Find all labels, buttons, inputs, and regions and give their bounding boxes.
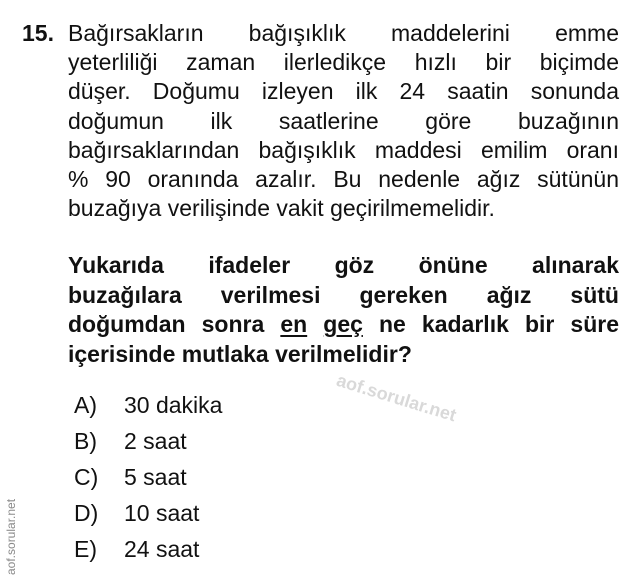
prompt-line: Yukarıda ifadeler göz önüne alınarak <box>68 252 619 278</box>
option-b[interactable] <box>74 423 222 459</box>
option-c[interactable] <box>74 459 222 495</box>
option-letter: B) <box>74 427 97 454</box>
option-letter: E) <box>74 535 97 562</box>
option-a[interactable] <box>74 387 222 423</box>
prompt-text: ne kadarlık bir süre <box>362 311 620 337</box>
prompt-text <box>307 311 323 337</box>
option-text: 5 saat <box>124 463 187 490</box>
prompt-line: içerisinde mutlaka verilmelidir? <box>68 340 412 367</box>
option-d[interactable] <box>74 495 222 531</box>
stem-line: bağırsaklarından bağışıklık maddesi emilim oranı <box>68 136 619 163</box>
question-prompt <box>68 251 619 369</box>
option-text: 24 saat <box>124 535 200 562</box>
stem-line: Bağırsakların bağışıklık maddelerini emme <box>68 20 619 46</box>
option-text: 2 saat <box>124 427 187 454</box>
stem-line: düşer. Doğumu izleyen ilk 24 saatin sonunda <box>68 78 619 105</box>
question-stem <box>68 19 619 223</box>
prompt-line: buzağılara verilmesi gereken ağız sütü <box>68 281 619 308</box>
stem-line: % 90 oranında azalır. Bu nedenle ağız sütünün <box>68 166 619 193</box>
stem-line: yeterliliği zaman ilerledikçe hızlı bir biçimde <box>68 49 619 76</box>
option-e[interactable] <box>74 531 222 567</box>
prompt-line <box>68 310 619 340</box>
emphasis-underline: geç <box>323 311 363 337</box>
side-watermark: aof.sorular.net <box>4 498 18 575</box>
watermark: aof.sorular.net <box>334 370 459 426</box>
option-text: 10 saat <box>124 499 200 526</box>
answer-options <box>74 387 222 567</box>
stem-line: doğumun ilk saatlerine göre buzağının <box>68 107 619 134</box>
option-letter: C) <box>74 463 99 490</box>
stem-line: buzağıya verilişinde vakit geçirilmemelidir. <box>68 195 495 222</box>
emphasis-underline: en <box>280 311 308 337</box>
option-text: 30 dakika <box>124 391 223 418</box>
question-number: 15. <box>22 20 54 46</box>
option-letter: D) <box>74 499 99 526</box>
option-letter: A) <box>74 391 97 418</box>
prompt-text: doğumdan sonra <box>68 311 281 337</box>
